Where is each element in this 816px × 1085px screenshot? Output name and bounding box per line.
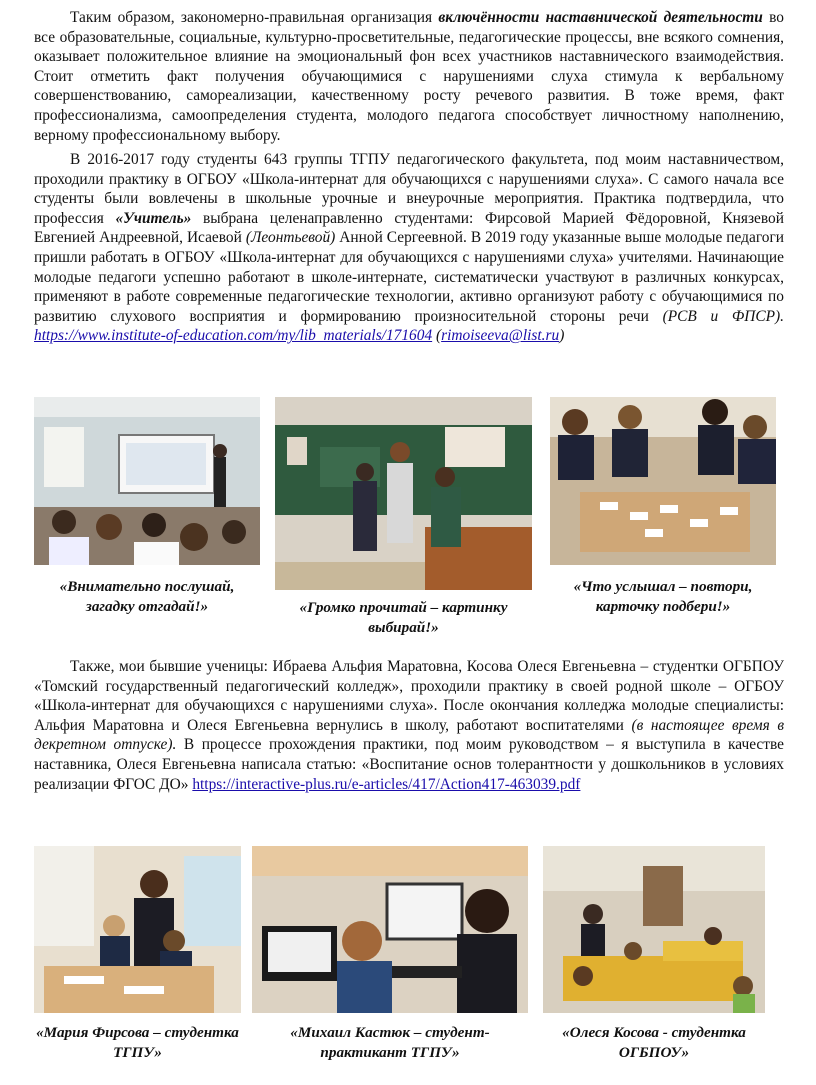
photo-cards-game [550,397,776,565]
p2-teacher-emphasis: «Учитель» [115,209,192,227]
p3-text-1: Также, мои бывшие ученицы: Ибраева Альфия Маратовна, Косова Олеся Евгеньевна – студентки ОГБПОУ «Томский государственный педагогический колледж», проходили практику в своей родной школе – ОГБОУ «Школа-интернат для обучающихся с нарушениями слуха». После окончания колледжа молодые специалисты: Альфия Маратовна и Олеся Евгеньевна вернулись в школу, работают воспитателями [34,658,784,734]
p2-text-1: В 2016-2017 году студенты 643 группы ТГПУ педагогического факультета, под моим наставничеством, проходили практику в ОГБОУ «Школа-интернат для обучающихся с нарушениями слуха». С самого начала все студенты были вовлечены в школьные урочные и внеурочные мероприятия. Практика подтвердила, что профессия [34,151,784,227]
photo-reading-aloud [275,397,532,590]
institute-link[interactable]: https://www.institute-of-education.com/my/lib_materials/171604 [34,327,433,345]
p1-text-2: во все образовательные, социальные, культурно-просветительные, педагогические процессы, вне всякого сомнения, оказывает положительное влияние на эмоциональный фон всех участников наставнического взаимодействия. Стоит отметить факт получения обучающимися с нарушениями слуха стимула к вербальному совершенствованию, самореализации, качественному росту речевого развития. В тоже время, факт профессионализма, самоопределения студента, молодого педагога способствует личностному наполнению, верному профессиональному выбору. [34,9,784,144]
email-link[interactable]: rimoiseeva@list.ru [441,327,560,345]
photo-classroom-listening [34,397,260,565]
paragraph-students-2016 [34,150,784,346]
photo-maria-firsova [34,846,241,1013]
p3-text-2: В процессе прохождения практики, под моим руководством – я выступила в качестве наставника, Олеся Евгеньевна написала статью: «Воспитание основ толерантности у дошкольников в условиях реализации ФГОС ДО» [34,736,784,793]
p2-abbreviations: (РСВ и ФПСР). [662,307,785,325]
p2-close-paren: ) [559,327,565,345]
caption-photo-2: «Громко прочитай – картинку выбирай!» [299,599,508,636]
p2-text-3: Анной Сергеевной. В 2019 году указанные выше молодые педагоги пришли работать в ОГБОУ «Школа-интернат для обучающихся с нарушениями слуха» учителями. Начинающие молодые педагоги успешно работают в школе-интернате, систематически участвуют в различных конкурсах, применяют в работе современные педагогические технологии, активно организуют работу с обучающимися по развитию слухового восприятия и формированию произносительной стороны речи [34,229,784,325]
p2-open-paren: ( [436,327,442,345]
paragraph-conclusion [34,8,784,145]
p2-maiden-name: (Леонтьевой) [245,229,336,247]
p1-emphasis: включённости наставнической деятельности [438,9,763,26]
p3-maternity-note: (в настоящее время в декретном отпуске). [34,716,784,754]
caption-photo-1: «Внимательно послушай, загадку отгадай!» [59,578,235,615]
caption-photo-6: «Олеся Косова - студентка ОГБПОУ» [562,1024,746,1061]
article-link[interactable]: https://interactive-plus.ru/e-articles/417/Action417-463039.pdf [192,775,581,793]
caption-photo-4: «Мария Фирсова – студентка ТГПУ» [36,1024,239,1061]
caption-photo-3: «Что услышал – повтори, карточку подбери!» [573,578,753,615]
paragraph-former-students [34,657,784,794]
p2-text-2: выбрана целенаправленно студентами: Фирсовой Марией Фёдоровной, Князевой Евгенией Андреевной, Исаевой [34,209,784,247]
caption-photo-5: «Михаил Кастюк – студент-практикант ТГПУ» [290,1024,490,1061]
photo-mikhail-kastyuk [252,846,528,1013]
p1-text-1: Таким образом, закономерно-правильная организация [70,9,433,26]
photo-olesya-kosova [543,846,765,1013]
